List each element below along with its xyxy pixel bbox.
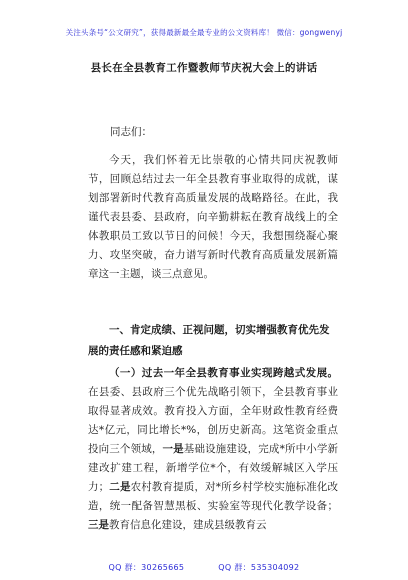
promo-banner-top: 关注头条号“公文研究”，获得最新最全最专业的公文资料库！ 微信：gongwenyj [65,28,343,37]
subheading-1: （一）过去一年全县教育事业实现跨越式发展。 [109,367,338,379]
qq-group-1: QQ 群：30265665 [108,563,185,572]
point-marker-3: 三是 [88,519,109,531]
promo-banner-bottom [0,562,408,573]
paragraph-opening: 今天，我们怀着无比崇敬的心情共同庆祝教师节，回顾总结过去一年全县教育事业取得的成就，谋划部署新时代教育高质量发展的战略路径。在此，我谨代表县委、县政府，向辛勤耕耘在教育战线上的全体教职员工致以节日的问候！今天，我想围绕凝心聚力、攻坚突破，奋力谱写新时代教育高质量发展新篇章这一主题，谈三点意见。 [88,154,338,280]
paragraph-text: 农村教育提质，对*所乡村学校实施标准化改造，统一配备智慧黑板、实验室等现代化教学设备； [88,481,339,512]
document-title: 县长在全县教育工作暨教师节庆祝大会上的讲话 [90,62,318,74]
qq-group-2: QQ 群：535304092 [218,563,300,572]
paragraph-text: 基础设施建设，完成*所中小学新建改扩建工程，新增学位*个，有效缓解城区入学压力； [88,443,339,493]
section-heading-1: 一、肯定成绩、正视问题，切实增强教育优先发展的责任感和紧迫感 [88,324,330,357]
paragraph-text: 在县委、县政府三个优先战略引领下，全县教育事业取得显著成效。教育投入方面，全年财政性教育经费达*亿元，同比增长*%，创历史新高。这笔资金重点投向三个领域， [88,386,338,455]
point-marker-2: 二是 [109,481,131,493]
point-marker-1: 一是 [162,443,184,455]
paragraph-achievements [88,364,338,535]
salutation: 同志们： [110,126,152,138]
paragraph-text: 教育信息化建设，建成县级教育云 [109,519,267,531]
